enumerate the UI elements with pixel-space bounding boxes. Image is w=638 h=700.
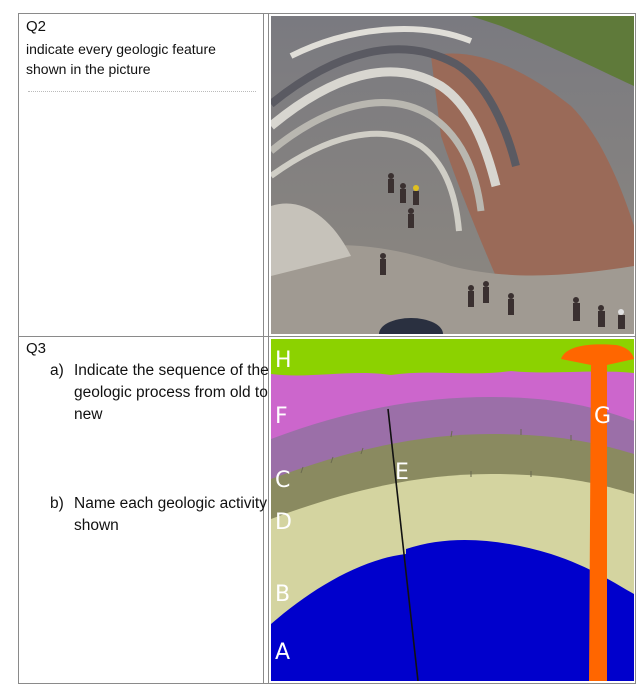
q3-part-a (50, 360, 269, 430)
table-border-right (635, 13, 636, 684)
label-e: E (395, 460, 409, 485)
table-column-divider-inner (268, 13, 269, 684)
label-a: A (275, 640, 291, 665)
q2-photo-anticline (271, 16, 634, 334)
label-b: B (275, 582, 291, 607)
table-row-divider (18, 336, 636, 337)
q2-prompt: indicate every geologic feature shown in the picture (26, 41, 216, 77)
q3-cross-section-diagram (271, 339, 634, 681)
q3-part-b-marker: b) (50, 495, 64, 512)
q3-part-a-text: Indicate the sequence of the geologic process from old to new (74, 362, 269, 423)
q3-part-b (50, 493, 267, 543)
worksheet-table (18, 13, 636, 684)
label-d: D (275, 510, 292, 535)
table-border-top (18, 13, 636, 14)
table-border-left (18, 13, 19, 684)
label-g: G (594, 404, 612, 429)
q3-part-a-marker: a) (50, 362, 64, 379)
table-column-divider (263, 13, 264, 684)
label-h: H (275, 348, 292, 373)
label-f: F (275, 404, 288, 429)
q3-label: Q3 (26, 340, 47, 357)
q2-label: Q2 (26, 18, 47, 35)
table-border-bottom (18, 683, 636, 684)
answer-line (28, 91, 256, 92)
q3-part-b-text: Name each geologic activity shown (74, 495, 267, 534)
label-c: C (275, 468, 291, 493)
